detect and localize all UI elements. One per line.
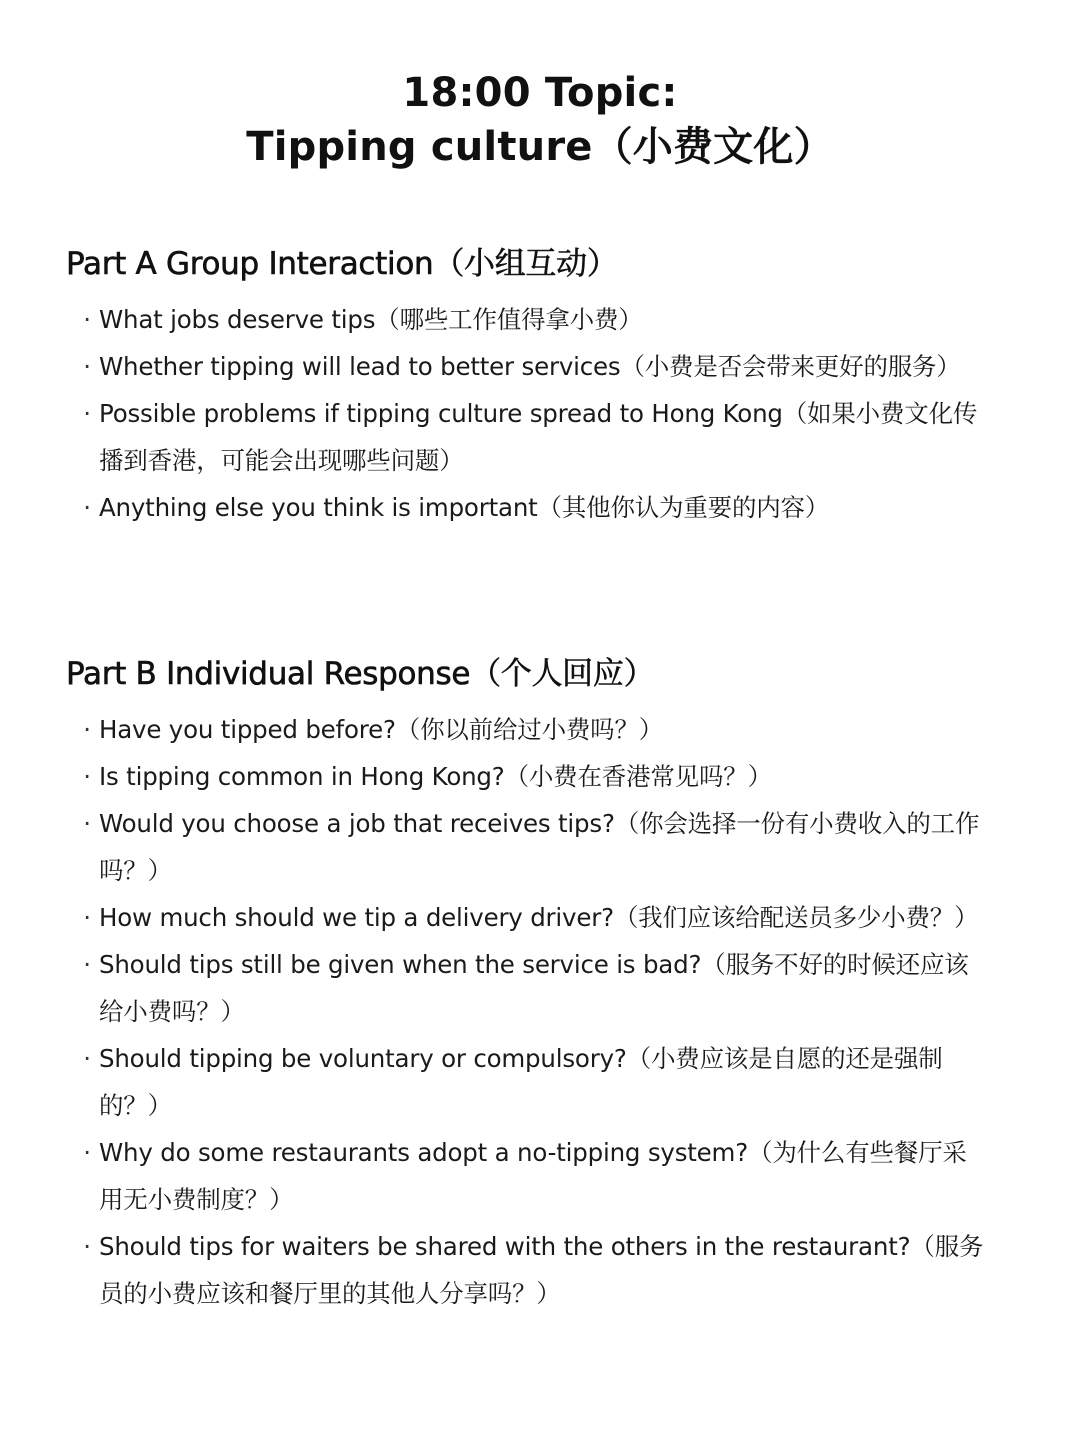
bullet-dot: · [83, 305, 91, 334]
list-item [66, 1223, 1006, 1317]
list-item-text: Should tips for waiters be shared with the others in the restaurant?（服务员的小费应该和餐厅里的其他人分享吗？） [99, 1232, 984, 1308]
bullet-dot: · [83, 399, 91, 428]
list-item-text: How much should we tip a delivery driver?（我们应该给配送员多少小费？） [99, 903, 979, 932]
list-item-text: Should tipping be voluntary or compulsory?（小费应该是自愿的还是强制的？） [99, 1044, 943, 1120]
list-item-text: Anything else you think is important（其他你认为重要的内容） [99, 493, 830, 522]
list-item-text: Whether tipping will lead to better services（小费是否会带来更好的服务） [99, 352, 961, 381]
part-a-list [66, 296, 1006, 531]
list-item-text: Possible problems if tipping culture spread to Hong Kong（如果小费文化传播到香港，可能会出现哪些问题） [99, 399, 978, 475]
list-item [66, 941, 1006, 1035]
list-item-text: Have you tipped before?（你以前给过小费吗？） [99, 715, 664, 744]
bullet-dot: · [83, 1138, 91, 1167]
list-item-text: What jobs deserve tips（哪些工作值得拿小费） [99, 305, 643, 334]
bullet-dot: · [83, 493, 91, 522]
bullet-dot: · [83, 715, 91, 744]
bullet-dot: · [83, 352, 91, 381]
list-item [66, 390, 1006, 484]
page-title [0, 66, 1080, 174]
bullet-dot: · [83, 1044, 91, 1073]
list-item-text: Should tips still be given when the service is bad?（服务不好的时候还应该给小费吗？） [99, 950, 969, 1026]
list-item [66, 484, 1006, 531]
part-b-list [66, 706, 1006, 1317]
list-item [66, 706, 1006, 753]
list-item [66, 894, 1006, 941]
list-item [66, 1035, 1006, 1129]
list-item [66, 1129, 1006, 1223]
bullet-dot: · [83, 762, 91, 791]
list-item [66, 296, 1006, 343]
part-b-heading: Part B Individual Response（个人回应） [66, 656, 655, 692]
part-a-heading: Part A Group Interaction（小组互动） [66, 246, 618, 282]
list-item [66, 800, 1006, 894]
list-item-text: Would you choose a job that receives tips?（你会选择一份有小费收入的工作吗？） [99, 809, 980, 885]
title-line-topic-name: Tipping culture（小费文化） [246, 124, 834, 170]
title-line-time-topic: 18:00 Topic: [402, 70, 678, 116]
bullet-dot: · [83, 903, 91, 932]
list-item [66, 343, 1006, 390]
list-item-text: Is tipping common in Hong Kong?（小费在香港常见吗？） [99, 762, 772, 791]
part-b-section [66, 652, 1006, 1317]
part-a-section [66, 242, 1006, 531]
bullet-dot: · [83, 809, 91, 838]
list-item-text: Why do some restaurants adopt a no-tipping system?（为什么有些餐厅采用无小费制度？） [99, 1138, 967, 1214]
list-item [66, 753, 1006, 800]
bullet-dot: · [83, 1232, 91, 1261]
bullet-dot: · [83, 950, 91, 979]
